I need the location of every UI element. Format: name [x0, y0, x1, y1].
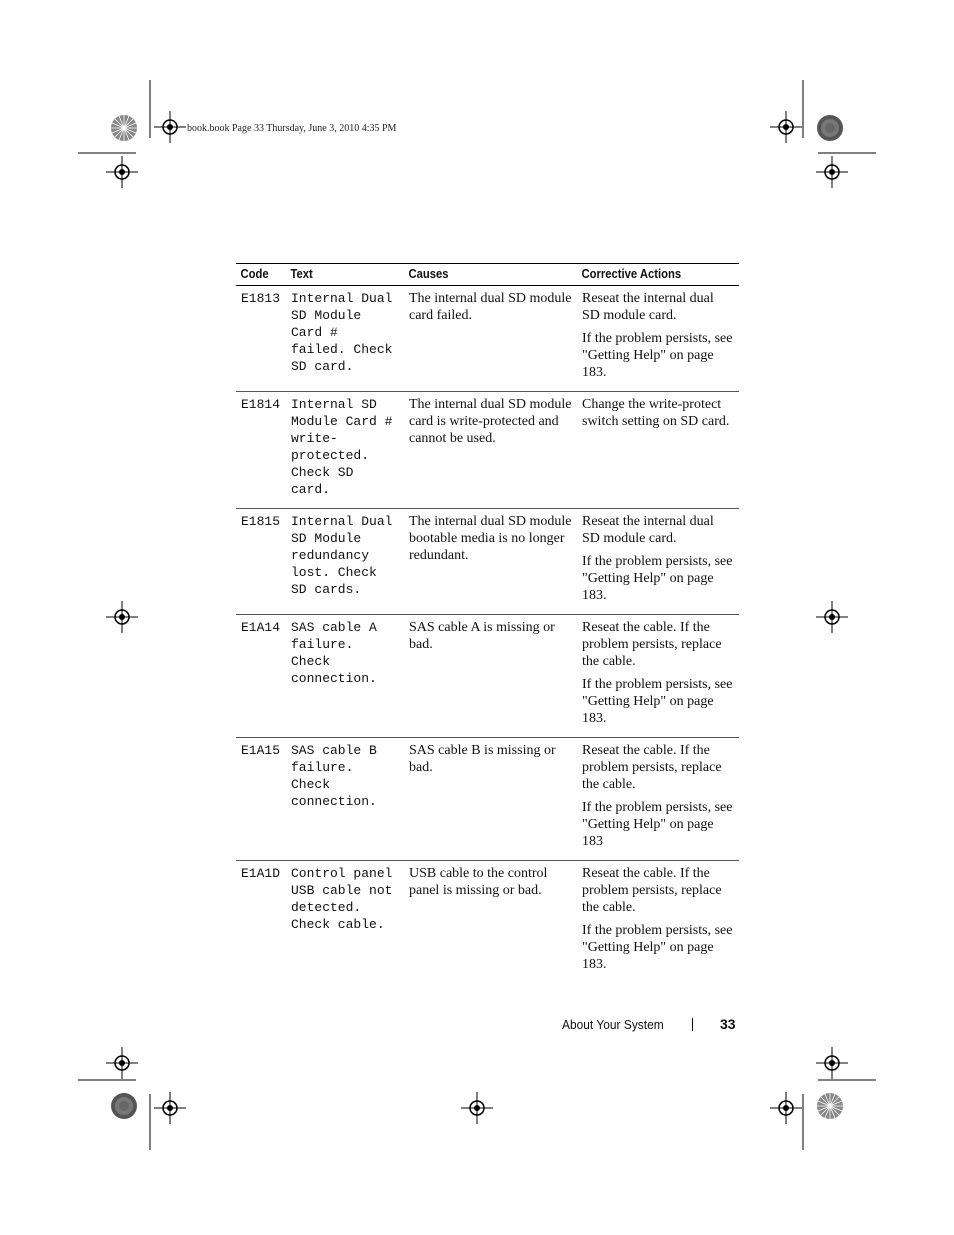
action-step: If the problem persists, see "Getting Help" on page 183. [582, 554, 733, 603]
registration-mark-icon [106, 1047, 138, 1079]
registration-mark-icon [106, 601, 138, 633]
error-cause: The internal dual SD module bootable media is no longer redundant. [404, 509, 577, 615]
error-text: SAS cable A failure. Check connection. [286, 615, 404, 738]
action-step: Reseat the cable. If the problem persists, replace the cable. [582, 866, 722, 915]
error-message-table [236, 263, 739, 983]
corrective-actions [577, 861, 739, 984]
registration-mark-icon [816, 1047, 848, 1079]
page-number: 33 [720, 1016, 736, 1032]
registration-mark-icon [461, 1092, 493, 1124]
corrective-actions [577, 286, 739, 392]
error-cause: USB cable to the control panel is missing or bad. [409, 866, 548, 898]
action-step: If the problem persists, see "Getting Help" on page 183 [582, 800, 733, 849]
corrective-actions [577, 392, 739, 509]
error-cause: The internal dual SD module card failed. [404, 286, 577, 392]
error-code: E1814 [236, 392, 286, 509]
starburst-target-icon [815, 113, 845, 143]
error-code: E1A1D [241, 866, 281, 881]
error-code: E1813 [236, 286, 286, 392]
error-code: E1815 [236, 509, 286, 615]
error-text: Internal Dual SD Module redundancy lost. Check SD cards. [286, 509, 404, 615]
error-text: Internal SD Module Card # write- protected. Check SD card. [286, 392, 404, 509]
action-step: Reseat the internal dual SD module card. [582, 291, 714, 323]
error-cause: The internal dual SD module card is write-protected and cannot be used. [404, 392, 577, 509]
registration-mark-icon [816, 601, 848, 633]
column-header-code: Code [236, 264, 281, 286]
action-step: If the problem persists, see "Getting Help" on page 183. [582, 677, 733, 726]
table-row [236, 286, 739, 392]
footer-divider [692, 1018, 693, 1031]
corrective-actions [577, 738, 739, 861]
starburst-target-icon [815, 1091, 845, 1121]
printer-header: book.book Page 33 Thursday, June 3, 2010 4:35 PM [187, 123, 397, 134]
action-step: Reseat the cable. If the problem persists, replace the cable. [582, 620, 722, 669]
action-step: If the problem persists, see "Getting Help" on page 183. [582, 331, 733, 380]
corrective-actions [577, 615, 739, 738]
error-code: E1A15 [236, 738, 286, 861]
error-cause: SAS cable A is missing or bad. [404, 615, 577, 738]
action-step: Reseat the cable. If the problem persists, replace the cable. [582, 743, 722, 792]
crop-mark-bottom-left [78, 1022, 168, 1152]
table-row [236, 738, 739, 861]
column-header-text: Text [286, 264, 392, 286]
action-step: If the problem persists, see "Getting Help" on page 183. [582, 923, 733, 972]
error-text: Internal Dual SD Module Card # failed. Check SD card. [286, 286, 404, 392]
registration-mark-icon [106, 156, 138, 188]
starburst-target-icon [109, 1091, 139, 1121]
crop-mark-top-left [78, 80, 168, 210]
registration-mark-icon [154, 111, 186, 143]
corrective-actions [577, 509, 739, 615]
crop-mark-top-right [786, 80, 876, 210]
registration-mark-icon [154, 1092, 186, 1124]
starburst-target-icon [109, 113, 139, 143]
table-row [236, 861, 739, 984]
registration-mark-icon [770, 111, 802, 143]
error-text: SAS cable B failure. Check connection. [286, 738, 404, 861]
column-header-corrective-actions: Corrective Actions [577, 264, 723, 286]
error-text: Control panel USB cable not detected. Check cable. [291, 866, 393, 932]
action-step: Change the write-protect switch setting on SD card. [582, 397, 730, 429]
registration-mark-icon [770, 1092, 802, 1124]
crop-mark-bottom-right [786, 1022, 876, 1152]
table-row [236, 509, 739, 615]
error-code: E1A14 [236, 615, 286, 738]
error-cause: SAS cable B is missing or bad. [404, 738, 577, 861]
footer-section-title: About Your System [562, 1017, 664, 1032]
table-row [236, 615, 739, 738]
action-step: Reseat the internal dual SD module card. [582, 514, 714, 546]
table-header-row [236, 264, 739, 286]
table-row [236, 392, 739, 509]
column-header-causes: Causes [404, 264, 560, 286]
registration-mark-icon [816, 156, 848, 188]
